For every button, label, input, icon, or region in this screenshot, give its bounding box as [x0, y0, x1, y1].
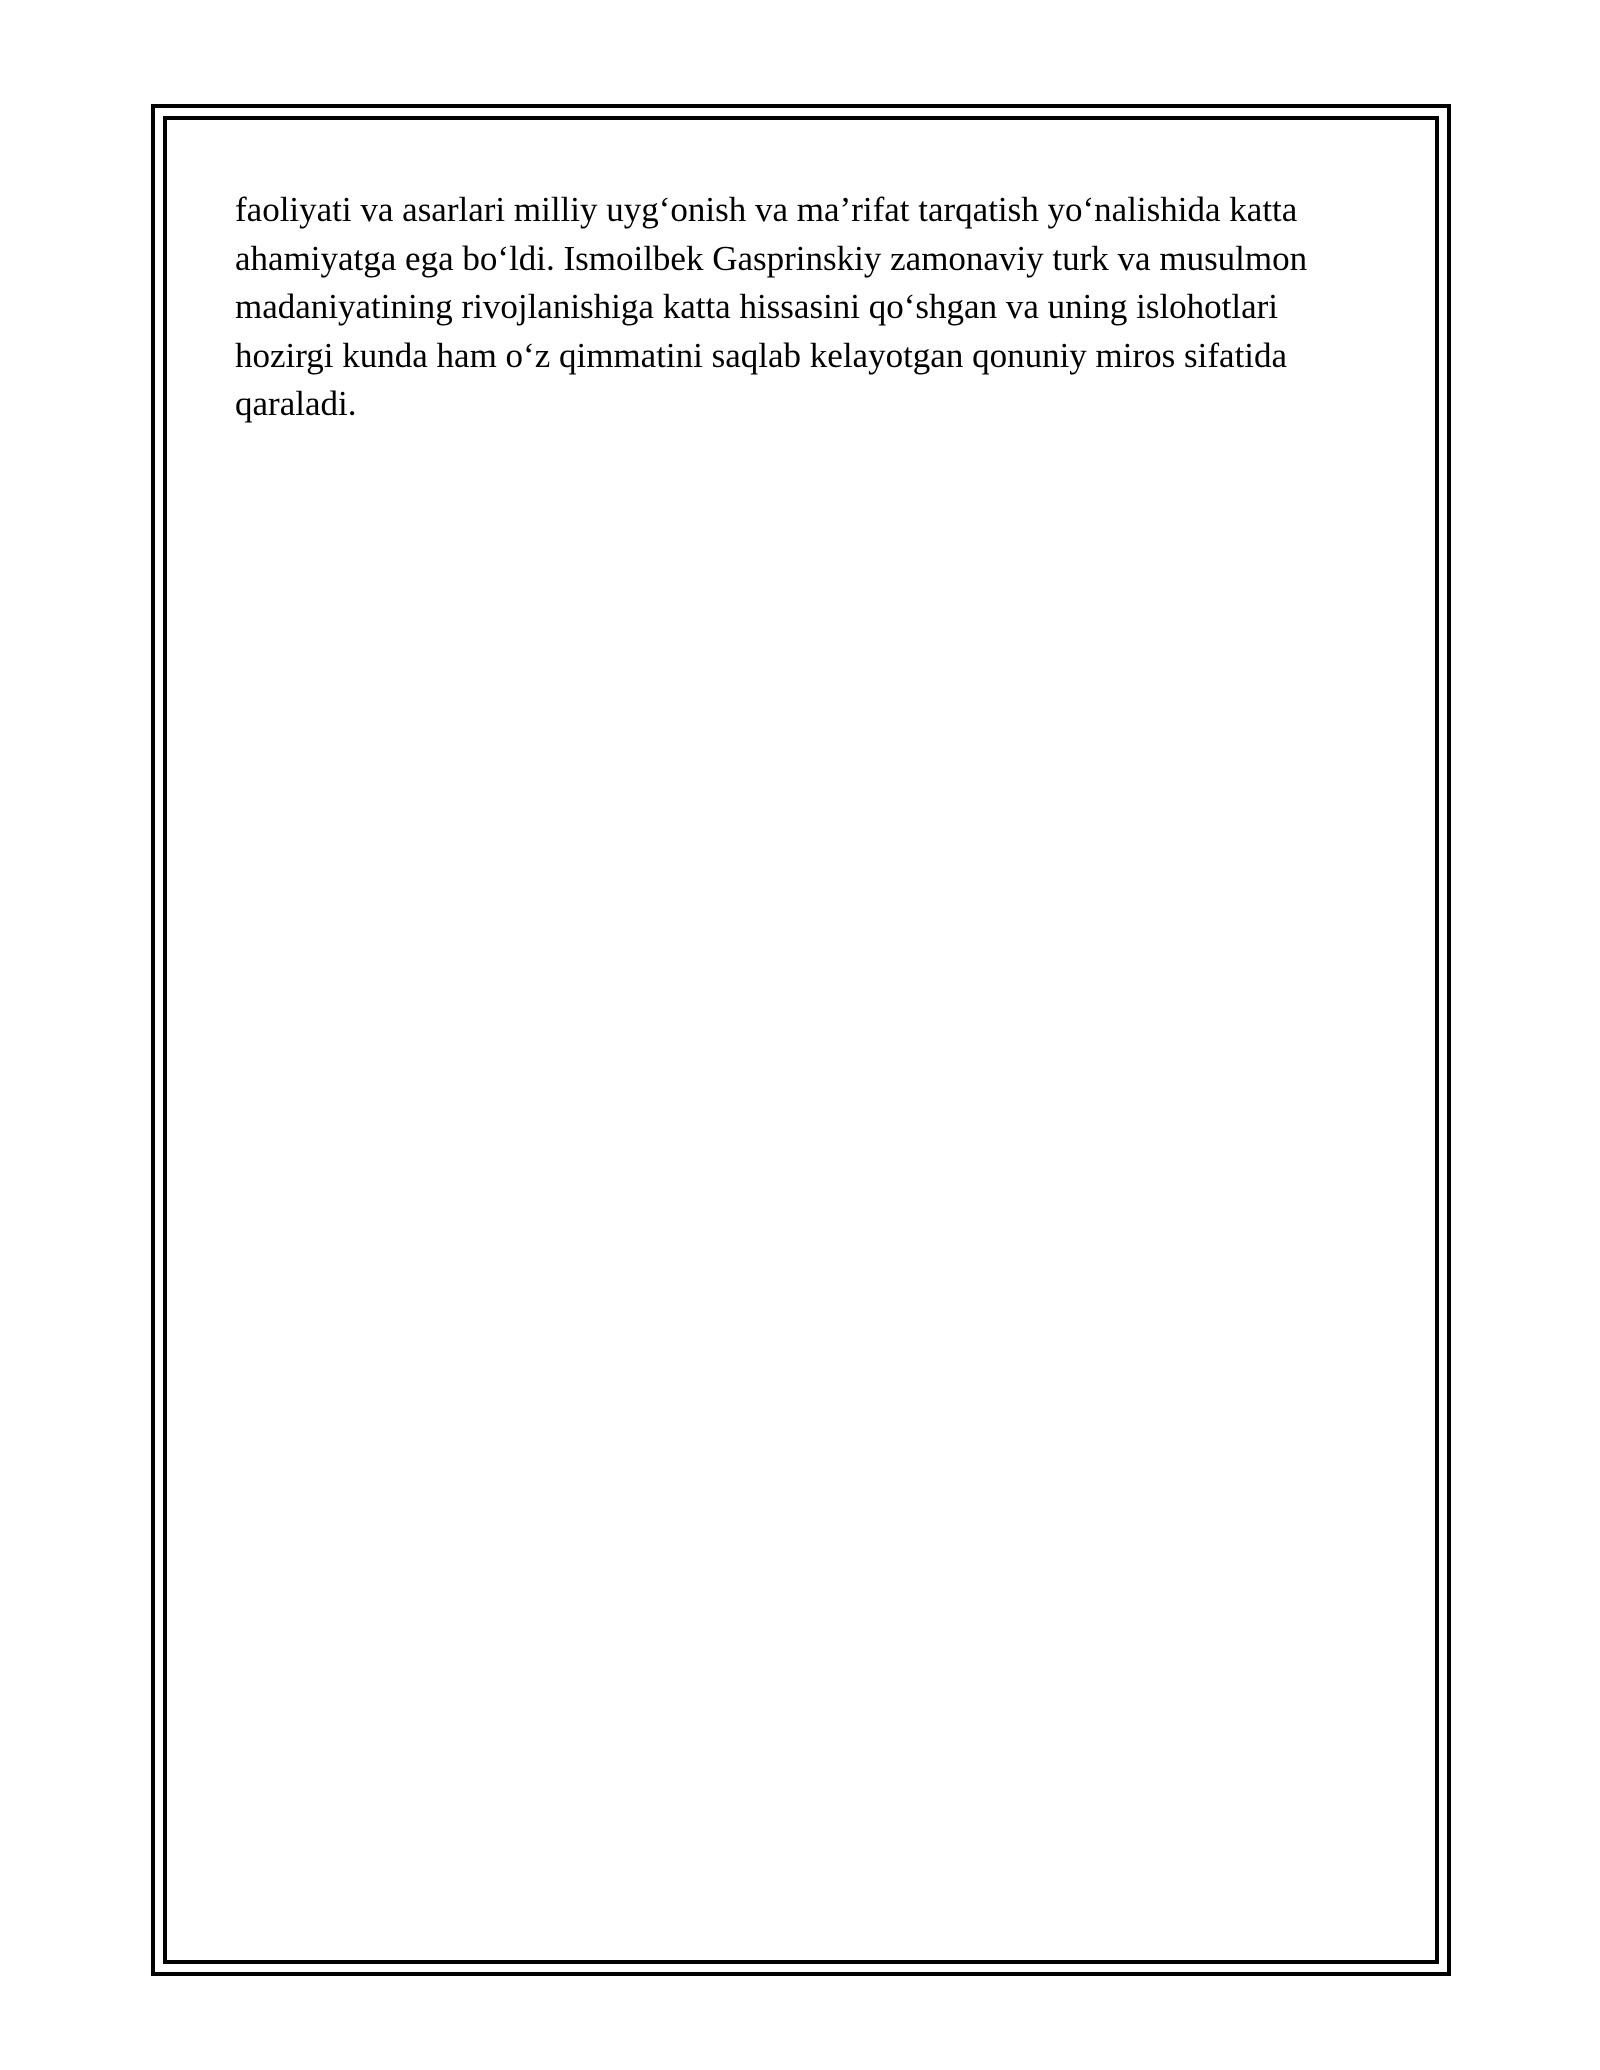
paragraph-line-5: qaraladi.: [235, 384, 357, 423]
paragraph-line-4: hozirgi kunda ham o‘z qimmatini saqlab kelayotgan qonuniy miros sifatida: [235, 335, 1288, 375]
paragraph-line-1: faoliyati va asarlari milliy uyg‘onish va ma’rifat tarqatish yo‘nalishida katta: [235, 190, 1298, 229]
body-paragraph: [235, 186, 1375, 429]
paragraph-line-3: madaniyatining rivojlanishiga katta hissasini qo‘shgan va uning islohotlari: [235, 287, 1279, 326]
paragraph-line-2: ahamiyatga ega bo‘ldi. Ismoilbek Gasprinskiy zamonaviy turk va musulmon: [235, 238, 1308, 278]
